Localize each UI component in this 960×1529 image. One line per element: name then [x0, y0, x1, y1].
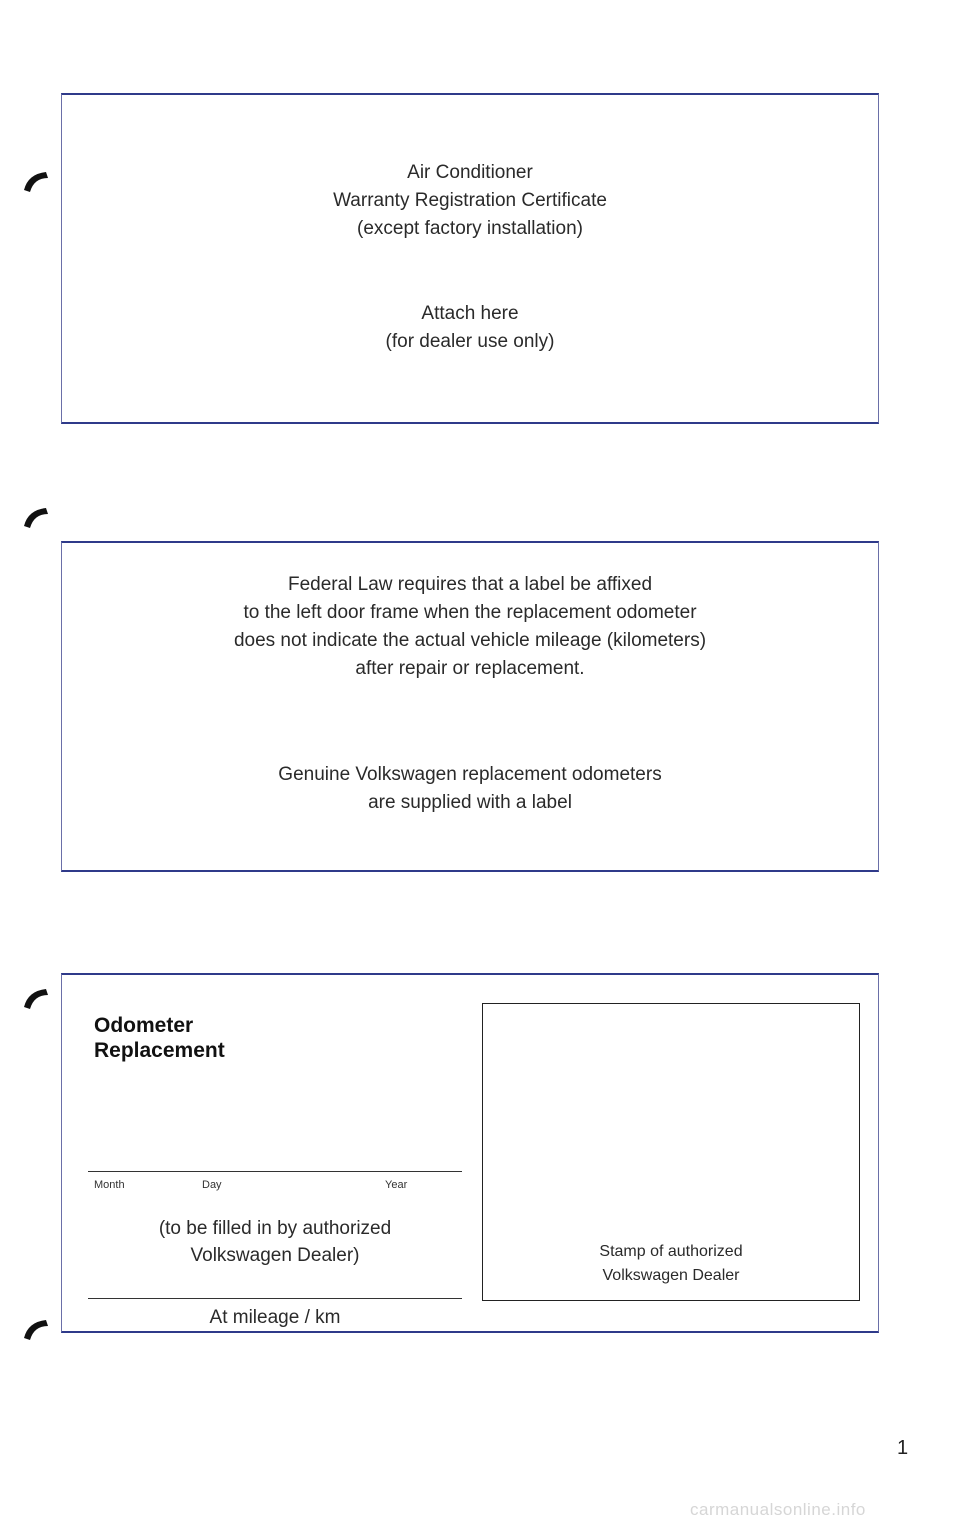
law-line: does not indicate the actual vehicle mileage (kilometers) [233, 630, 707, 651]
ac-certificate-heading [62, 159, 878, 243]
binder-mark-icon [22, 168, 50, 196]
odometer-notice-box [61, 541, 879, 872]
page-number: 1 [897, 1437, 909, 1459]
mileage-field-line[interactable] [88, 1298, 462, 1299]
genuine-odometer-text [62, 761, 878, 817]
binder-mark-icon [22, 985, 50, 1013]
federal-law-text [62, 571, 878, 683]
genuine-line: are supplied with a label [368, 792, 572, 813]
law-line: after repair or replacement. [355, 658, 585, 679]
fill-note-line: Volkswagen Dealer) [190, 1245, 360, 1266]
attach-instruction [62, 300, 878, 356]
form-title-line: Replacement [94, 1039, 225, 1062]
odometer-replacement-form [61, 973, 879, 1333]
fill-note-line: (to be filled in by authorized [158, 1218, 392, 1239]
stamp-caption [483, 1240, 859, 1288]
ac-line: Warranty Registration Certificate [333, 190, 607, 211]
law-line: to the left door frame when the replacement odometer [243, 602, 697, 623]
dealer-stamp-box [482, 1003, 860, 1301]
attach-line: (for dealer use only) [385, 331, 555, 352]
form-title [94, 1013, 225, 1063]
stamp-line: Stamp of authorized [599, 1243, 743, 1260]
binder-mark-icon [22, 1316, 50, 1344]
day-label: Day [202, 1179, 222, 1191]
dealer-fill-note [88, 1215, 462, 1269]
date-field-line[interactable] [88, 1171, 462, 1172]
ac-line: Air Conditioner [407, 162, 533, 183]
watermark: carmanualsonline.info [690, 1500, 866, 1519]
ac-line: (except factory installation) [357, 218, 583, 239]
ac-certificate-box [61, 93, 879, 424]
mileage-label: At mileage / km [209, 1307, 341, 1328]
binder-mark-icon [22, 504, 50, 532]
year-label: Year [385, 1179, 408, 1191]
law-line: Federal Law requires that a label be affixed [287, 574, 653, 595]
attach-line: Attach here [421, 303, 519, 324]
month-label: Month [94, 1179, 125, 1191]
form-title-line: Odometer [94, 1014, 194, 1037]
stamp-line: Volkswagen Dealer [602, 1267, 740, 1284]
genuine-line: Genuine Volkswagen replacement odometers [278, 764, 662, 785]
